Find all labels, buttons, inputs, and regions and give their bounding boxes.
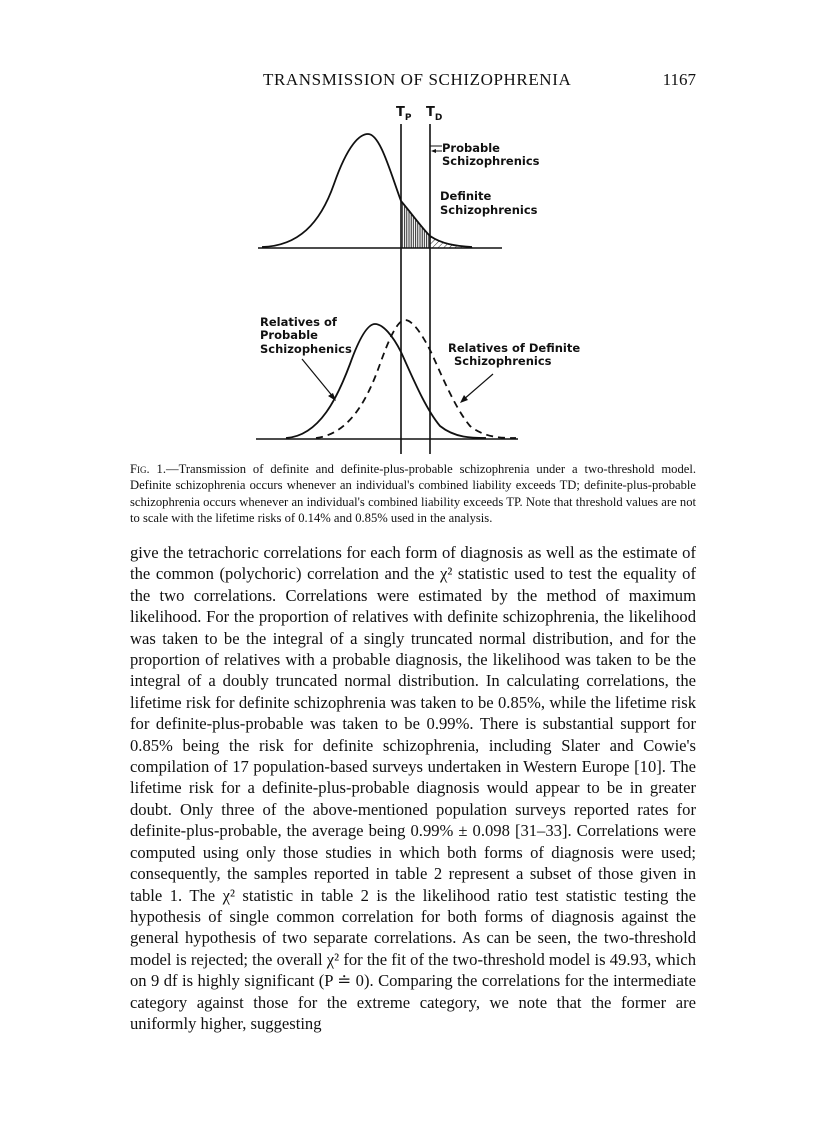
label-definite-schizophrenics: Definite Schizophrenics xyxy=(440,189,538,217)
page-number: 1167 xyxy=(662,70,696,89)
threshold-tp-label: $T_P$ xyxy=(396,105,412,123)
figure-1-diagram xyxy=(250,96,580,458)
label-relatives-definite: Relatives of Definite Schizophrenics xyxy=(448,341,580,368)
body-text xyxy=(130,542,696,1034)
label-relatives-probable: Relatives of Probable Schizophenics xyxy=(260,315,352,356)
running-title: TRANSMISSION OF SCHIZOPHRENIA xyxy=(263,70,572,89)
body-paragraph: give the tetrachoric correlations for each form of diagnosis as well as the estimate of the common (polychoric) correlation and the χ² statistic used to test the equality of the two correlations. Correlations were estimated by the method of maximum likelihood. For the proportion of relatives with definite schizophrenia, the likelihood was taken to be the integral of a singly truncated normal distribution, and for the proportion of relatives with a probable diagnosis, the likelihood was taken to be the integral of a doubly truncated normal distribution. In calculating correlations, the lifetime risk for definite schizophrenia was taken to be 0.85%, while the lifetime risk for definite-plus-probable was taken to be 0.99%. There is substantial support for 0.85% being the risk for definite schizophrenia, including Slater and Cowie's compilation of 17 population-based surveys undertaken in Western Europe [10]. The lifetime risk for a definite-plus-probable diagnosis would appear to be in greater doubt. Only three of the above-mentioned population surveys reported rates for definite-plus-probable, the average being 0.99% ± 0.098 [31–33]. Correlations were computed using only those studies in which both forms of diagnosis were used; consequently, the samples reported in table 2 represent a subset of those given in table 1. The χ² statistic in table 2 is the likelihood ratio test statistic testing the hypothesis of single common correlation for both forms of diagnosis against the general hypothesis of two separate correlations. As can be seen, the two-threshold model is rejected; the overall χ² for the fit of the two-threshold model is 49.93, which on 9 df is highly significant (P ≐ 0). Comparing the correlations for the intermediate category against those for the extreme category, we note that the former are uniformly higher, suggesting xyxy=(130,543,696,1033)
figure-label: Fig. 1. xyxy=(130,462,166,476)
threshold-td-label: $T_D$ xyxy=(426,105,443,123)
caption-text: —Transmission of definite and definite-plus-probable schizophrenia under a two-threshold model. Definite schizophrenia occurs whenever an individual's combined liability exceeds TD; definite-plus-probable schizophrenia occurs whenever an individual's combined liability exceeds TP. Note that threshold values are not to scale with the lifetime risks of 0.14% and 0.85% used in the analysis. xyxy=(130,462,696,525)
hatched-region-probable xyxy=(401,201,430,248)
label-probable-schizophrenics: Probable Schizophrenics xyxy=(442,141,540,168)
relatives-definite-pointer xyxy=(463,374,493,400)
figure-caption xyxy=(130,461,696,526)
page-header xyxy=(130,70,696,94)
relatives-probable-pointer xyxy=(302,359,334,398)
relatives-definite-curve xyxy=(316,320,516,438)
probable-arrow-head xyxy=(431,149,436,153)
